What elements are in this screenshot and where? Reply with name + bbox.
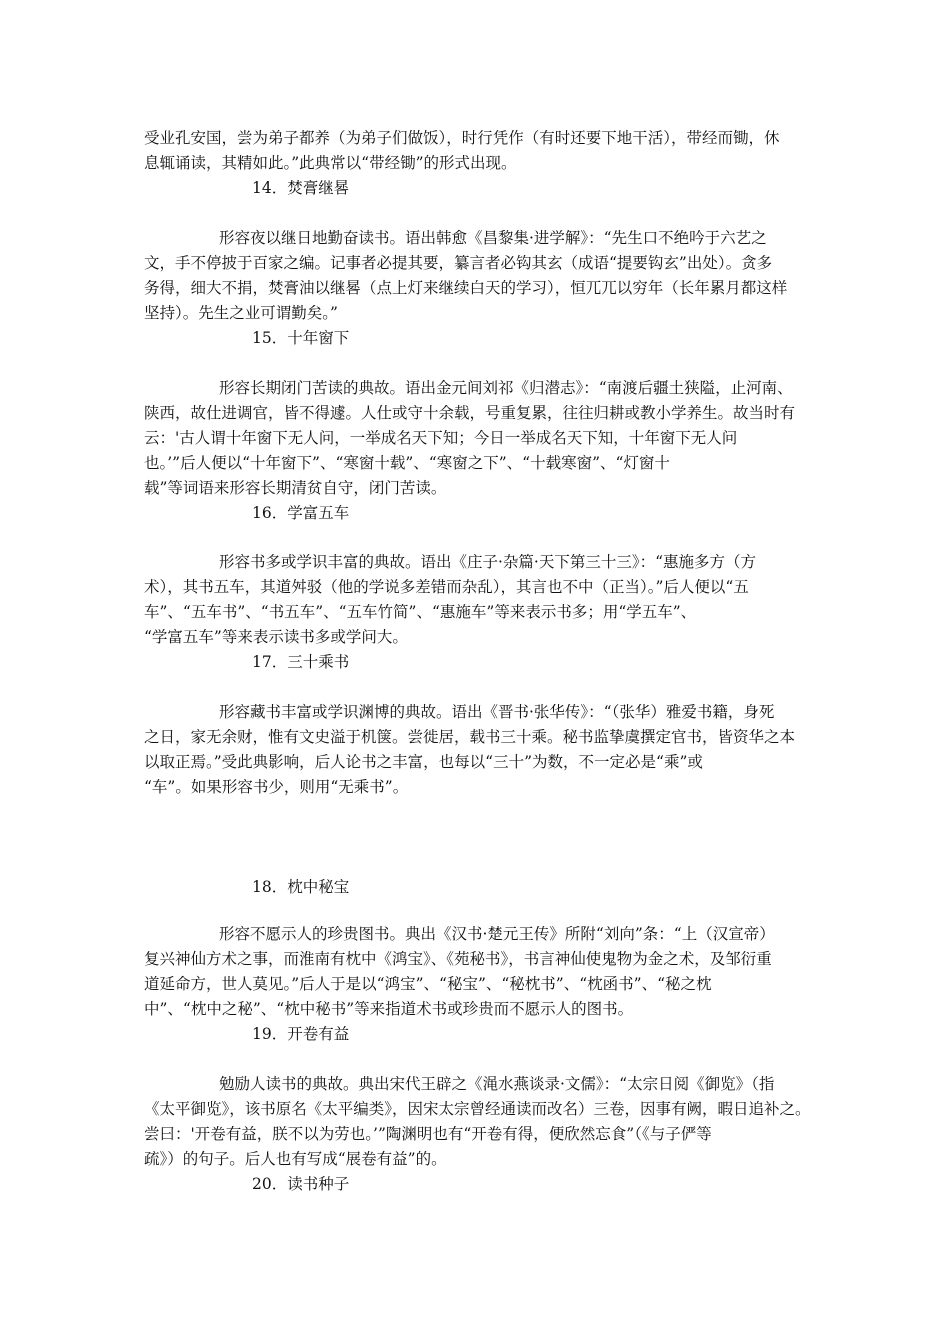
- section-heading: 19．开卷有益: [252, 1025, 350, 1043]
- paragraph-line: 形容长期闭门苦读的典故。语出金元间刘祁《归潜志》：“南渡后疆土狭隘，止河南、: [219, 379, 793, 397]
- paragraph-line: 坚持）。先生之业可谓勤矣。”: [144, 304, 338, 322]
- paragraph-line: 疏》）的句子。后人也有写成“展卷有益”的。: [144, 1150, 447, 1168]
- paragraph-line: 术），其书五车，其道舛驳（他的学说多差错而杂乱），其言也不中（正当）。”后人便以“五: [144, 578, 749, 596]
- paragraph-line: 文，手不停披于百家之编。记事者必提其要，纂言者必钩其玄（成语“提要钩玄”出处）。贪多: [144, 254, 773, 272]
- section-heading: 18．枕中秘宝: [252, 878, 350, 896]
- paragraph-line: 《太平御览》，该书原名《太平编类》，因宋太宗曾经通读而改名）三卷，因事有阙，暇日追补之。: [144, 1100, 811, 1118]
- paragraph-line: 受业孔安国，尝为弟子都养（为弟子们做饭），时行凭作（有时还要下地干活），带经而锄，休: [144, 129, 780, 147]
- paragraph-line: 也。’”后人便以“十年窗下”、“寒窗十载”、“寒窗之下”、“十载寒窗”、“灯窗十: [144, 454, 670, 472]
- paragraph-line: “学富五车”等来表示读书多或学问大。: [144, 628, 408, 646]
- section-heading: 17．三十乘书: [252, 653, 350, 671]
- paragraph-line: 息辄诵读，其精如此。”此典常以“带经锄”的形式出现。: [144, 154, 517, 172]
- paragraph-line: 之日，家无余财，惟有文史溢于机箧。尝徙居，载书三十乘。秘书监挚虞撰定官书，皆资华之本: [144, 728, 796, 746]
- paragraph-line: 形容藏书丰富或学识渊博的典故。语出《晋书·张华传》：“（张华）雅爱书籍，身死: [219, 703, 775, 721]
- paragraph-line: 复兴神仙方术之事，而淮南有枕中《鸿宝》、《苑秘书》，书言神仙使鬼物为金之术，及邹衍重: [144, 950, 772, 968]
- section-heading: 16．学富五车: [252, 504, 350, 522]
- paragraph-line: 道延命方，世人莫见。”后人于是以“鸿宝”、“秘宝”、“秘枕书”、“枕函书”、“秘之枕: [144, 975, 712, 993]
- paragraph-line: “车”。如果形容书少，则用“无乘书”。: [144, 778, 409, 796]
- paragraph-line: 形容不愿示人的珍贵图书。典出《汉书·楚元王传》所附“刘向”条：“上（汉宣帝）: [219, 925, 775, 943]
- section-heading: 14．焚膏继晷: [252, 179, 350, 197]
- paragraph-line: 车”、“五车书”、“书五车”、“五车竹简”、“惠施车”等来表示书多；用“学五车”、: [144, 603, 697, 621]
- section-heading: 15．十年窗下: [252, 329, 350, 347]
- section-heading: 20．读书种子: [252, 1175, 350, 1193]
- paragraph-line: 陕西，故仕进调官，皆不得遽。人仕或守十余载，号重复累，往往归耕或教小学养生。故当时有: [144, 404, 796, 422]
- paragraph-line: 务得，细大不捐，焚膏油以继晷（点上灯来继续白天的学习），恒兀兀以穷年（长年累月都这样: [144, 279, 788, 297]
- paragraph-line: 形容夜以继日地勤奋读书。语出韩愈《昌黎集·进学解》：“先生口不绝吟于六艺之: [219, 229, 767, 247]
- paragraph-line: 形容书多或学识丰富的典故。语出《庄子·杂篇·天下第三十三》：“惠施多方（方: [219, 553, 757, 571]
- paragraph-line: 中”、“枕中之秘”、“枕中秘书”等来指道术书或珍贵而不愿示人的图书。: [144, 1000, 634, 1018]
- paragraph-line: 尝曰：'开卷有益，朕不以为劳也。’”陶渊明也有“开卷有得，便欣然忘食”（《与子俨等: [144, 1125, 712, 1143]
- paragraph-line: 载”等词语来形容长期清贫自守，闭门苦读。: [144, 479, 447, 497]
- paragraph-line: 以取正焉。”受此典影响，后人论书之丰富，也每以“三十”为数，不一定必是“乘”或: [144, 753, 703, 771]
- paragraph-line: 云：'古人谓十年窗下无人问，一举成名天下知；今日一举成名天下知，十年窗下无人问: [144, 429, 738, 447]
- paragraph-line: 勉励人读书的典故。典出宋代王辟之《渑水燕谈录·文儒》：“太宗日阅《御览》（指: [219, 1075, 775, 1093]
